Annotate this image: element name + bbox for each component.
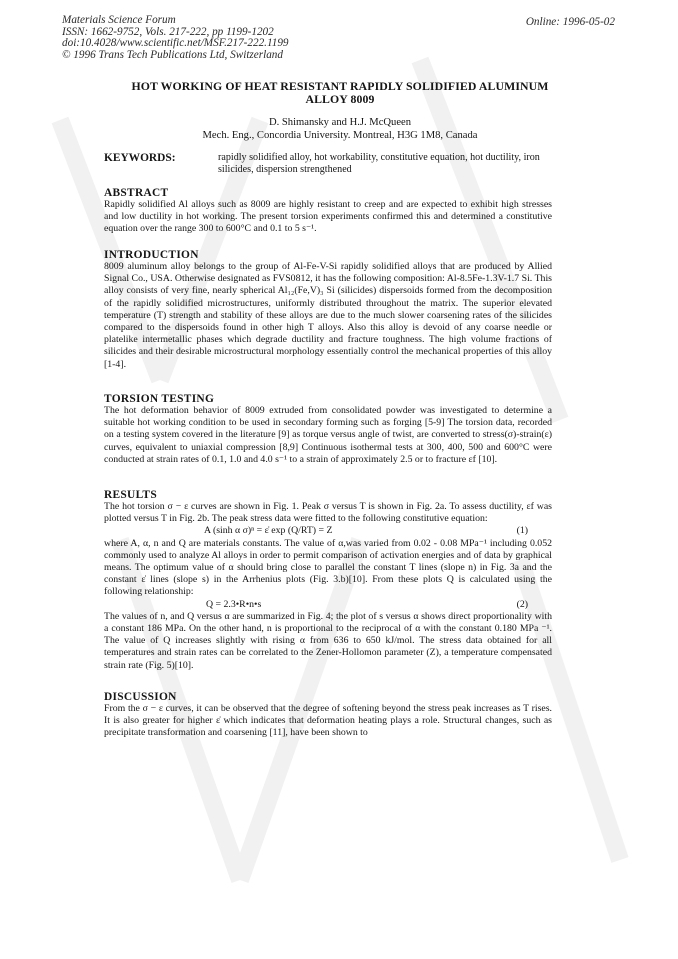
results-paragraph-1: The hot torsion σ − ε curves are shown in Fig. 1. Peak σ versus T is shown in Fig. 2a. To assess ductility, εf was plotted versus T in Fig. 2b. The peak stress data were fitted to the following constitutive equation: <box>104 501 552 525</box>
copyright-line: © 1996 Trans Tech Publications Ltd, Switzerland <box>62 48 283 61</box>
discussion-body: From the σ − ε curves, it can be observed that the degree of softening beyond the stress peak increases as T rises. It is also greater for higher ε̇ which indicates that deformation heating plays a role. Structural changes, such as precipitate transformation and coarsening [11], have been shown to <box>104 703 552 739</box>
torsion-heading: TORSION TESTING <box>104 393 215 405</box>
torsion-section <box>104 393 552 466</box>
abstract-body: Rapidly solidified Al alloys such as 8009 are highly resistant to creep and are expected to exhibit high stresses and low ductility in hot working. The present torsion experiments confirmed this and determined a constitutive equation over the range 300 to 600°C and 0.1 to 5 s⁻¹. <box>104 199 552 235</box>
torsion-body: The hot deformation behavior of 8009 extruded from consolidated powder was investigated to determine a suitable hot working condition to be used in secondary forming such as forging [5-9] The torsion data, recorded on a testing system covered in the literature [9] as torque versus angle of twist, are converted to stress(σ)-strain(ε) curves, equivalent to uniaxial compression [8,9] Continuous isothermal tests at 300, 400, 500 and 600°C were conducted at strain rates of 0.1, 1.0 and 4.0 s⁻¹ to a strain of approximately 2.5 or to fracture εf [10]. <box>104 405 552 465</box>
paper-title <box>100 80 580 105</box>
equation-1-number: (1) <box>516 525 528 537</box>
author-block <box>100 117 580 142</box>
title-line-2: ALLOY 8009 <box>305 91 375 106</box>
introduction-heading: INTRODUCTION <box>104 249 199 261</box>
issn-line: ISSN: 1662-9752, Vols. 217-222, pp 1199-1202 <box>62 25 274 38</box>
abstract-section <box>104 187 552 236</box>
equation-2-number: (2) <box>516 598 528 610</box>
equation-2-formula: Q = 2.3•R•n•s <box>206 598 262 610</box>
discussion-section <box>104 691 552 740</box>
authors: D. Shimansky and H.J. McQueen <box>268 117 412 128</box>
results-paragraph-3: The values of n, and Q versus α are summarized in Fig. 4; the plot of s versus α shows direct proportionality with a constant 186 MPa. On the other hand, n is proportional to the reciprocal of α with the constant 0.180 MPa ⁻¹. The value of Q increases slightly with rising α from 636 to 650 kJ/mol. The stress data obtained for all temperatures and strain rates can be correlated to the Zener-Hollomon parameter (Z), a temperature compensated strain rate (Fig. 5)[10]. <box>104 610 552 671</box>
results-heading: RESULTS <box>104 489 157 501</box>
equation-1 <box>104 525 552 537</box>
abstract-heading: ABSTRACT <box>104 187 169 199</box>
introduction-body: 8009 aluminum alloy belongs to the group of Al-Fe-V-Si rapidly solidified alloys that are produced by Allied Signal Co., USA. Otherwise designated as FVS0812, it has the following composition: Al-8.5Fe-1.3V-1.7 Si. This alloy consists of very fine, nearly spherical Al₁₂(Fe,V)₃ Si (silicides) dispersoids formed from the decomposition of the rapidly solidified microstructures, uniformly distributed throughout the matrix. The superior elevated temperature (T) strength and stability of these alloys are due to the much slower coarsening rates of the silicides compared to the dispersoids found in other high T alloys. Also this alloy is devoid of any coarse needle or platelike intermetallic phases which degrade ductility and fracture toughness. The high volume fractions of silicides and their desirable microstructural morphology essentially control the mechanical properties of this alloy [1-4]. <box>104 261 552 370</box>
results-paragraph-2: where A, α, n and Q are materials constants. The value of α,was varied from 0.02 - 0.08 MPa⁻¹ including 0.052 commonly used to analyze Al alloys in order to permit comparison of activation energies and of data by graphical means. The optimum value of α should bring close to parallel the constant T lines (slope n) in Fig. 3a and the constant ε̇ lines (slope s) in the Arrhenius plots (Fig. 3.b)[10]. From these plots Q is calculated using the following relationship: <box>104 537 552 598</box>
online-date: Online: 1996-05-02 <box>525 16 615 28</box>
keywords-text: rapidly solidified alloy, hot workability, constitutive equation, hot ductility, iron silicides, dispersion strengthened <box>218 152 540 175</box>
keywords-label: KEYWORDS: <box>104 152 176 164</box>
title-line-1: HOT WORKING OF HEAT RESISTANT RAPIDLY SOLIDIFIED ALUMINUM <box>131 79 549 93</box>
affiliation: Mech. Eng., Concordia University. Montreal, H3G 1M8, Canada <box>202 129 478 141</box>
equation-2 <box>104 599 552 611</box>
journal-name: Materials Science Forum <box>62 14 176 26</box>
journal-header <box>62 15 289 61</box>
introduction-section <box>104 249 552 371</box>
discussion-heading: DISCUSSION <box>104 691 177 703</box>
doi-link[interactable]: doi:10.4028/www.scientific.net/MSF.217-222.1199 <box>62 37 289 49</box>
equation-1-formula: A (sinh α σ)ⁿ = ε̇ exp (Q/RT) = Z <box>204 525 333 537</box>
results-section <box>104 489 552 672</box>
